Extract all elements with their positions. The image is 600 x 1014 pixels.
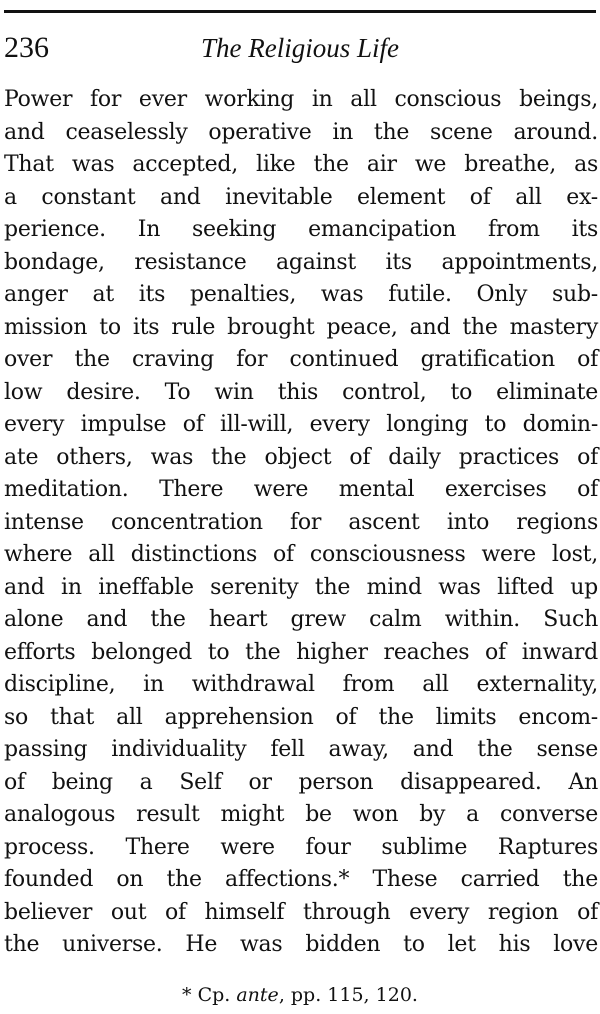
- text-line: low desire. To win this control, to eliminate: [4, 379, 598, 405]
- text-line: over the craving for continued gratification of: [4, 347, 598, 372]
- text-line: believer out of himself through every region of: [4, 899, 598, 925]
- text-line: process. There were four sublime Raptures: [4, 834, 598, 860]
- text-line: discipline, in withdrawal from all externality,: [4, 672, 598, 697]
- text-line: and ceaselessly operative in the scene around.: [4, 119, 598, 145]
- text-line: every impulse of ill-will, every longing to domin-: [4, 412, 598, 437]
- text-line: alone and the heart grew calm within. Such: [4, 607, 598, 632]
- text-line: analogous result might be won by a converse: [4, 802, 598, 827]
- text-line: intense concentration for ascent into regions: [4, 509, 598, 535]
- footnote: [0, 982, 600, 1008]
- text-line: ate others, was the object of daily practices of: [4, 444, 598, 470]
- text-line: a constant and inevitable element of all ex-: [4, 184, 598, 210]
- text-line: and in ineffable serenity the mind was lifted up: [4, 574, 598, 600]
- text-line: where all distinctions of consciousness were lost,: [4, 542, 598, 567]
- text-line: That was accepted, like the air we breathe, as: [4, 152, 598, 177]
- text-line: passing individuality fell away, and the sense: [4, 737, 598, 762]
- running-title: The Religious Life: [201, 33, 399, 63]
- text-line: perience. In seeking emancipation from its: [4, 217, 598, 242]
- footnote-italic: ante: [236, 984, 279, 1006]
- body-text: [4, 84, 598, 962]
- text-line: of being a Self or person disappeared. An: [4, 769, 598, 795]
- text-line: the universe. He was bidden to let his love: [4, 932, 598, 957]
- text-line: anger at its penalties, was futile. Only sub-: [4, 282, 598, 307]
- footnote-prefix: * Cp.: [182, 984, 237, 1006]
- text-line: bondage, resistance against its appointments,: [4, 249, 598, 275]
- text-line: mission to its rule brought peace, and the mastery: [4, 314, 598, 340]
- text-line: meditation. There were mental exercises of: [4, 477, 598, 502]
- text-line: Power for ever working in all conscious beings,: [4, 87, 598, 112]
- header-rule: [4, 10, 596, 13]
- page-number: 236: [4, 31, 49, 64]
- text-line: founded on the affections.* These carried the: [4, 867, 598, 892]
- footnote-suffix: , pp. 115, 120.: [278, 984, 418, 1006]
- text-line: efforts belonged to the higher reaches of inward: [4, 639, 598, 665]
- text-line: so that all apprehension of the limits encom-: [4, 704, 598, 730]
- running-head: [4, 28, 596, 68]
